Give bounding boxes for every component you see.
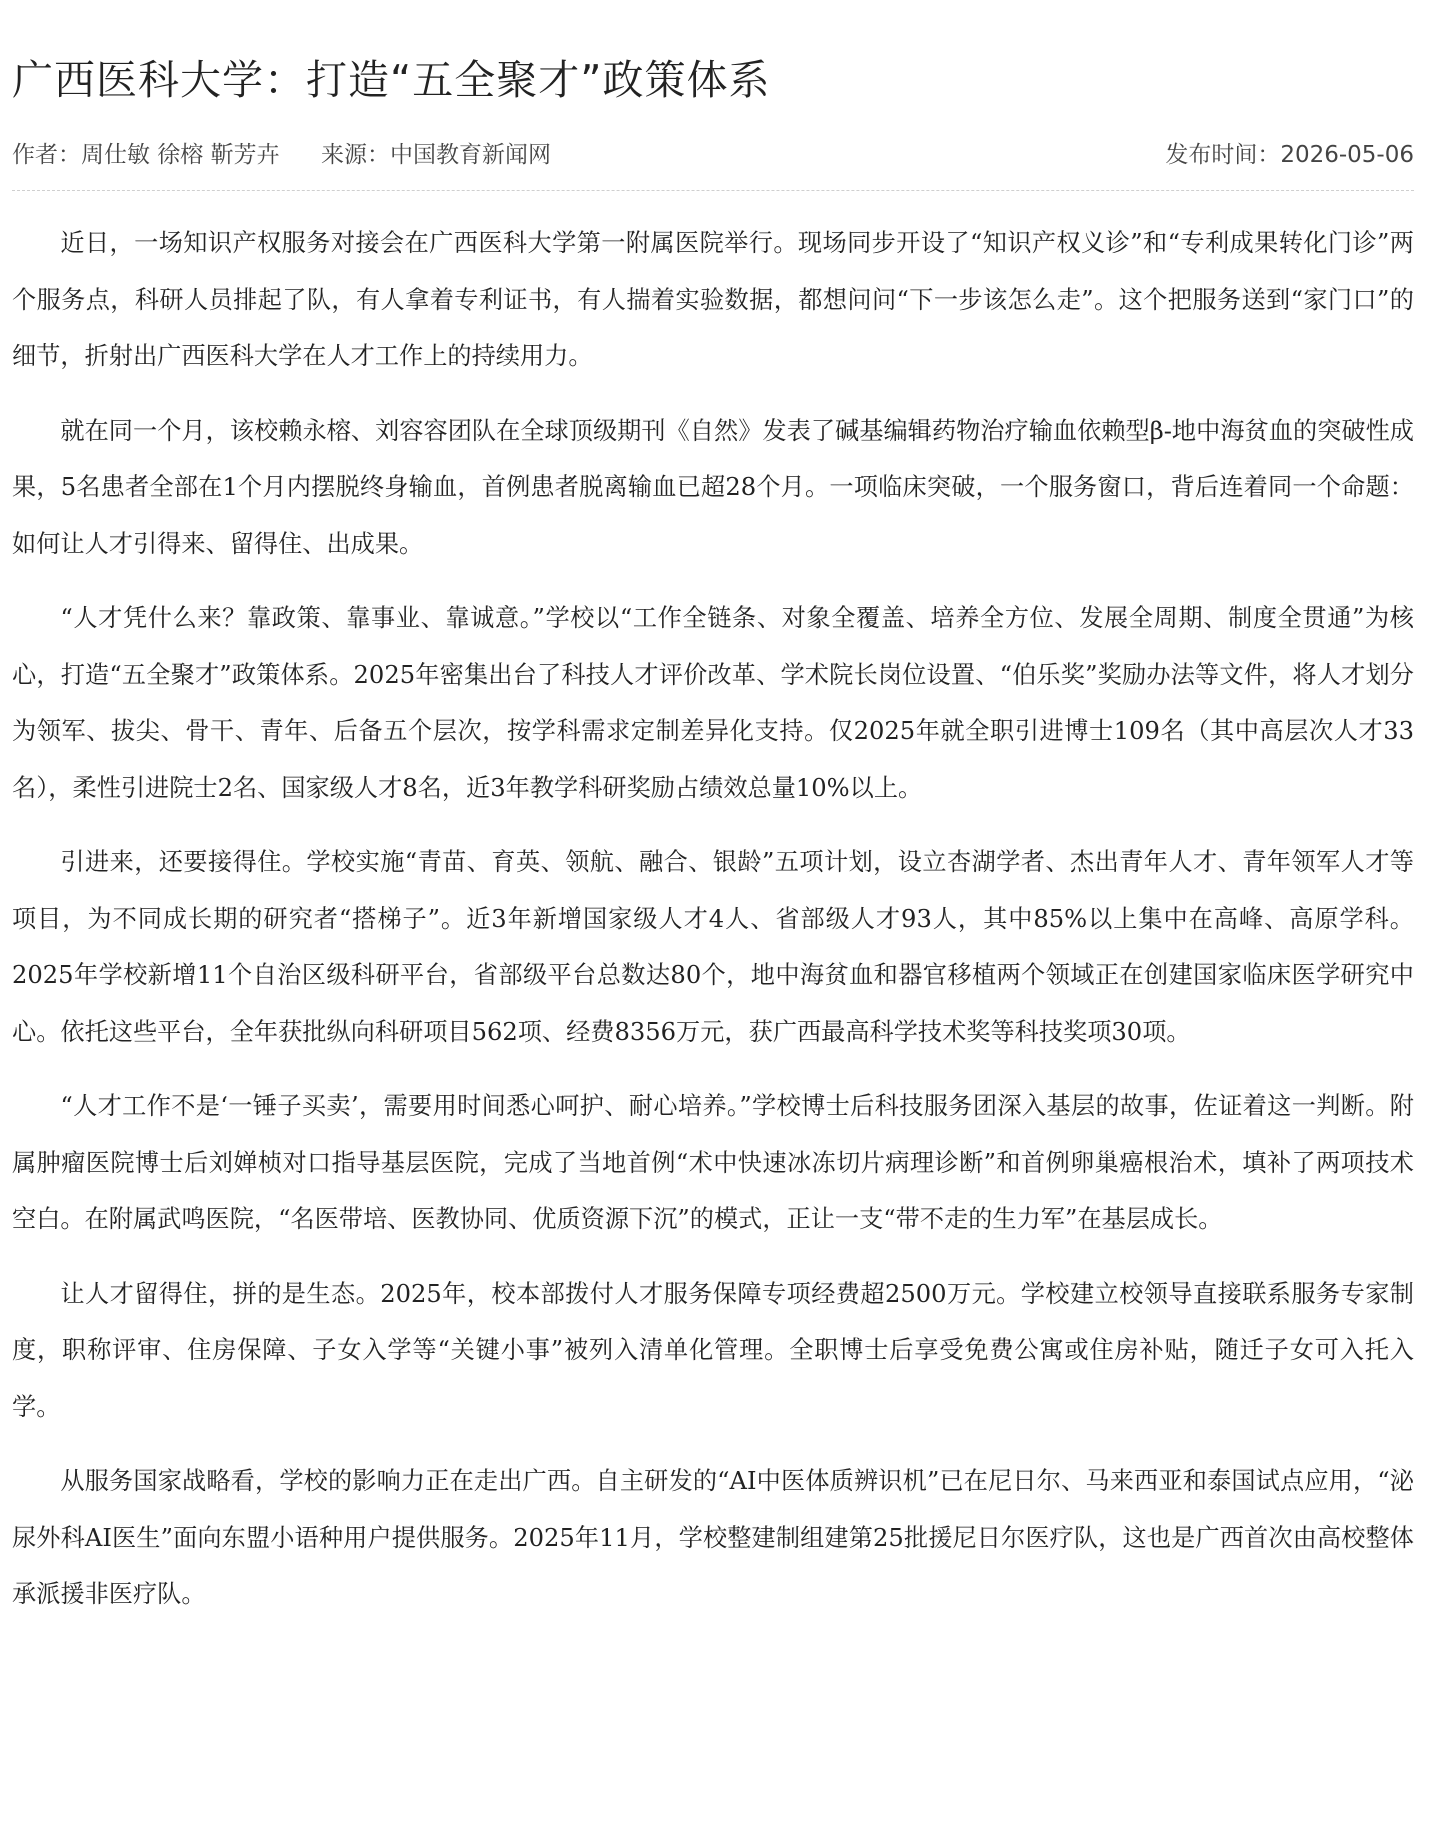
source-info: 来源：中国教育新闻网: [320, 142, 551, 168]
paragraph: “人才工作不是‘一锤子买卖’，需要用时间悉心呵护、耐心培养。”学校博士后科技服务团深入基层的故事，佐证着这一判断。附属肿瘤医院博士后刘婵桢对口指导基层医院，完成了当地首例“术中快速冰冻切片病理诊断”和首例卵巢癌根治术，填补了两项技术空白。在附属武鸣医院，“名医带培、医教协同、优质资源下沉”的模式，正让一支“带不走的生力军”在基层成长。: [12, 1092, 1414, 1233]
author-info: 作者：周仕敏 徐榕 靳芳卉: [12, 142, 280, 168]
article-meta: [12, 138, 1414, 191]
meta-left: [12, 138, 551, 172]
paragraph: 引进来，还要接得住。学校实施“青苗、育英、领航、融合、银龄”五项计划，设立杏湖学者、杰出青年人才、青年领军人才等项目，为不同成长期的研究者“搭梯子”。近3年新增国家级人才4人、省部级人才93人，其中85%以上集中在高峰、高原学科。2025年学校新增11个自治区级科研平台，省部级平台总数达80个，地中海贫血和器官移植两个领域正在创建国家临床医学研究中心。依托这些平台，全年获批纵向科研项目562项、经费8356万元，获广西最高科学技术奖等科技奖项30项。: [12, 848, 1414, 1046]
paragraph: “人才凭什么来？靠政策、靠事业、靠诚意。”学校以“工作全链条、对象全覆盖、培养全方位、发展全周期、制度全贯通”为核心，打造“五全聚才”政策体系。2025年密集出台了科技人才评价改革、学术院长岗位设置、“伯乐奖”奖励办法等文件，将人才划分为领军、拔尖、骨干、青年、后备五个层次，按学科需求定制差异化支持。仅2025年就全职引进博士109名（其中高层次人才33名），柔性引进院士2名、国家级人才8名，近3年教学科研奖励占绩效总量10%以上。: [12, 604, 1414, 802]
paragraph: 从服务国家战略看，学校的影响力正在走出广西。自主研发的“AI中医体质辨识机”已在尼日尔、马来西亚和泰国试点应用，“泌尿外科AI医生”面向东盟小语种用户提供服务。2025年11月，学校整建制组建第25批援尼日尔医疗队，这也是广西首次由高校整体承派援非医疗队。: [12, 1467, 1414, 1608]
paragraph: 就在同一个月，该校赖永榕、刘容容团队在全球顶级期刊《自然》发表了碱基编辑药物治疗输血依赖型β-地中海贫血的突破性成果，5名患者全部在1个月内摆脱终身输血，首例患者脱离输血已超28个月。一项临床突破，一个服务窗口，背后连着同一个命题：如何让人才引得来、留得住、出成果。: [12, 416, 1414, 558]
article-title: 广西医科大学：打造“五全聚才”政策体系: [12, 56, 771, 104]
article-body: [12, 215, 1414, 1623]
paragraph: 近日，一场知识产权服务对接会在广西医科大学第一附属医院举行。现场同步开设了“知识产权义诊”和“专利成果转化门诊”两个服务点，科研人员排起了队，有人拿着专利证书，有人揣着实验数据，都想问问“下一步该怎么走”。这个把服务送到“家门口”的细节，折射出广西医科大学在人才工作上的持续用力。: [12, 229, 1414, 370]
article-page: [12, 50, 1414, 1623]
publish-time: 发布时间：2026-05-06: [1165, 142, 1414, 168]
paragraph: 让人才留得住，拼的是生态。2025年，校本部拨付人才服务保障专项经费超2500万元。学校建立校领导直接联系服务专家制度，职称评审、住房保障、子女入学等“关键小事”被列入清单化管理。全职博士后享受免费公寓或住房补贴，随迁子女可入托入学。: [12, 1279, 1414, 1421]
